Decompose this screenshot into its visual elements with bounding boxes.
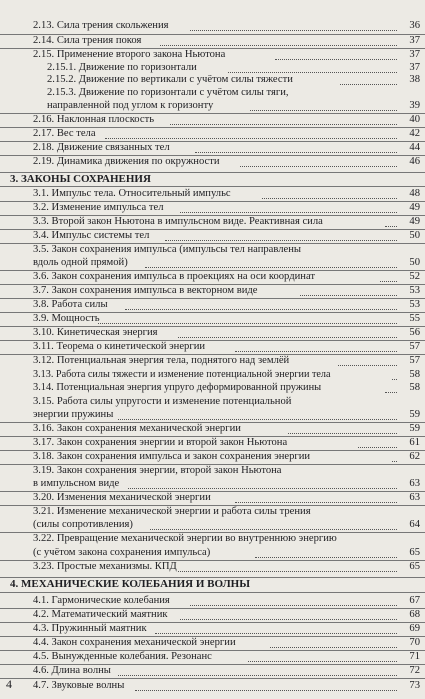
leader-dots [165,239,397,241]
leader-dots [118,674,397,676]
toc-entry-title: 2.15.1. Движение по горизонтали [47,62,197,73]
toc-entry-page: 70 [409,637,420,648]
toc-entry-page: 42 [409,128,420,139]
toc-entry [0,532,425,546]
leader-dots [340,83,397,85]
toc-entry-page: 37 [409,49,420,60]
toc-entry [0,284,425,298]
toc-entry-title-line2: (с учётом закона сохранения импульса) [33,547,211,558]
toc-entry-page: 55 [409,313,420,324]
toc-entry-title: 3.12. Потенциальная энергия тела, поднятого над землёй [33,355,290,366]
toc-entry-page: 57 [409,355,420,366]
toc-entry [0,113,425,127]
toc-entry-title: 3.15. Работа силы упругости и изменение потенциальной [33,396,292,407]
toc-entry-title: 3.14. Потенциальная энергия упруго деформированной пружины [33,382,322,393]
leader-dots [358,446,397,448]
toc-entry [0,491,425,505]
leader-dots [190,29,397,31]
toc-entry-page: 48 [409,188,420,199]
toc-entry-title: 2.18. Движение связанных тел [33,142,170,153]
leader-dots [190,604,397,606]
leader-dots [392,378,397,380]
toc-entry-page: 67 [409,595,420,606]
toc-entry [0,436,425,450]
toc-entry-title: 2.15.2. Движение по вертикали с учётом силы тяжести [47,74,293,85]
leader-dots [235,501,397,503]
toc-entry-title: 3.21. Изменение механической энергии и работа силы трения [33,506,311,517]
toc-entry-title: 4.4. Закон сохранения механической энергии [33,637,236,648]
leader-dots [288,432,397,434]
toc-entry-continuation [0,518,425,532]
toc-entry-title: 4.2. Математический маятник [33,609,168,620]
toc-entry-page: 53 [409,299,420,310]
toc-entry [0,19,425,33]
toc-entry [0,48,425,62]
leader-dots [338,364,397,366]
toc-entry [0,326,425,340]
toc-entry-page: 69 [409,623,420,634]
toc-entry-title: 3.7. Закон сохранения импульса в векторном виде [33,285,258,296]
toc-entry [0,422,425,436]
toc-entry [0,201,425,215]
toc-entry-page: 49 [409,216,420,227]
toc-entry-page: 68 [409,609,420,620]
toc-entry-page: 62 [409,451,420,462]
toc-entry-title: 3.5. Закон сохранения импульса (импульсы тел направлены [33,244,301,255]
toc-entry [0,505,425,519]
toc-entry-title: 2.14. Сила трения покоя [33,35,142,46]
leader-dots [275,58,397,60]
toc-entry-title: 3.19. Закон сохранения энергии, второй закон Ньютона [33,465,282,476]
toc-entry [0,622,425,636]
toc-entry-title: 2.15.3. Движение по горизонтали с учётом силы тяги, [47,87,289,98]
toc-entry-page: 40 [409,114,420,125]
toc-entry-title: 3.16. Закон сохранения механической энергии [33,423,241,434]
toc-entry-title: 4.3. Пружинный маятник [33,623,147,634]
toc-entry-title: 3.3. Второй закон Ньютона в импульсном виде. Реактивная сила [33,216,323,227]
leader-dots [380,280,397,282]
toc-entry [0,395,425,409]
leader-dots [255,556,397,558]
toc-entry-page: 65 [409,561,420,572]
toc-entry-title: 4.7. Звуковые волны [33,680,125,691]
toc-entry-page: 37 [409,62,420,73]
toc-entry-page: 49 [409,202,420,213]
toc-entry-title-line2: (силы сопротивления) [33,519,133,530]
leader-dots [155,632,397,634]
toc-entry-continuation [0,99,425,113]
row-divider [0,592,425,593]
toc-entry-title: 2.19. Динамика движения по окружности [33,156,220,167]
toc-entry-title: 2.16. Наклонная плоскость [33,114,155,125]
toc-entry-title: 3.6. Закон сохранения импульса в проекциях на оси координат [33,271,316,282]
toc-entry-title: 3.17. Закон сохранения энергии и второй закон Ньютона [33,437,288,448]
toc-entry-title: 3.23. Простые механизмы. КПД [33,561,177,572]
leader-dots [170,123,397,125]
leader-dots [135,689,397,691]
toc-entry-title: 2.13. Сила трения скольжения [33,20,169,31]
toc-entry-page: 73 [409,680,420,691]
toc-entry-page: 46 [409,156,420,167]
toc-entry-title: 3.10. Кинетическая энергия [33,327,158,338]
toc-entry-title: 3.11. Теорема о кинетической энергии [33,341,206,352]
leader-dots [125,308,397,310]
toc-entry [0,560,425,574]
toc-entry-page: 59 [409,409,420,420]
toc-entry [0,73,425,87]
toc-entry-continuation [0,256,425,270]
toc-entry-title: 3.4. Импульс системы тел [33,230,150,241]
toc-entry-continuation [0,477,425,491]
toc-entry-title: 2.15. Применение второго закона Ньютона [33,49,226,60]
toc-entry [0,229,425,243]
leader-dots [392,460,397,462]
leader-dots [105,137,397,139]
leader-dots [118,418,397,420]
toc-section-heading [0,172,425,186]
toc-entry [0,368,425,382]
toc-entry [0,450,425,464]
toc-entry-page: 57 [409,341,420,352]
toc-entry-title: 3.18. Закон сохранения импульса и закон сохранения энергии [33,451,311,462]
toc-entry-page: 39 [409,100,420,111]
toc-entry [0,155,425,169]
leader-dots [385,391,397,393]
toc-entry [0,86,425,100]
toc-entry-page: 36 [409,20,420,31]
toc-entry-title: 3.9. Мощность [33,313,100,324]
toc-entry-page: 61 [409,437,420,448]
toc-entry [0,312,425,326]
toc-entry-title-line2: вдоль одной прямой) [33,257,128,268]
leader-dots [150,528,397,530]
toc-entry-page: 59 [409,423,420,434]
toc-entry-title: 4.5. Вынужденные колебания. Резонанс [33,651,212,662]
leader-dots [248,660,397,662]
leader-dots [180,618,397,620]
toc-entry-page: 50 [409,230,420,241]
leader-dots [300,294,397,296]
toc-entry [0,594,425,608]
toc-entry-title: 4.1. Гармонические колебания [33,595,170,606]
toc-entry [0,215,425,229]
toc-entry-page: 72 [409,665,420,676]
leader-dots [235,350,397,352]
leader-dots [385,225,397,227]
toc-entry [0,298,425,312]
toc-entry-title: 3.2. Изменение импульса тел [33,202,164,213]
toc-entry-page: 44 [409,142,420,153]
toc-entry-title-line2: в импульсном виде [33,478,120,489]
toc-entry [0,270,425,284]
page-number: 4 [6,677,12,691]
toc-entry-title: 3.8. Работа силы [33,299,108,310]
toc-entry-page: 71 [409,651,420,662]
toc-entry-page: 65 [409,547,420,558]
toc-entry-title: 3.13. Работа силы тяжести и изменение потенциальной энергии тела [33,369,331,380]
toc-entry [0,664,425,678]
toc-entry [0,650,425,664]
toc-entry-page: 38 [409,74,420,85]
toc-entry-continuation [0,546,425,560]
leader-dots [195,151,397,153]
toc-entry-page: 58 [409,369,420,380]
section-title: 3. ЗАКОНЫ СОХРАНЕНИЯ [10,173,151,185]
toc-entry-page: 56 [409,327,420,338]
toc-entry-page: 63 [409,492,420,503]
leader-dots [178,336,397,338]
toc-entry [0,34,425,48]
toc-entry-page: 53 [409,285,420,296]
toc-entry [0,381,425,395]
toc-entry-page: 63 [409,478,420,489]
toc-entry-title: 2.17. Вес тела [33,128,96,139]
leader-dots [178,570,397,572]
toc-entry [0,354,425,368]
toc-entry-page: 50 [409,257,420,268]
toc-entry-page: 58 [409,382,420,393]
section-title: 4. МЕХАНИЧЕСКИЕ КОЛЕБАНИЯ И ВОЛНЫ [10,578,251,590]
toc-entry-continuation [0,408,425,422]
leader-dots [180,211,397,213]
toc-entry-title-line2: направленной под углом к горизонту [47,100,214,111]
leader-dots [262,197,397,199]
toc-entry [0,340,425,354]
toc-entry-page: 52 [409,271,420,282]
toc-entry-title: 3.20. Изменения механической энергии [33,492,211,503]
leader-dots [270,646,397,648]
leader-dots [240,165,397,167]
toc-entry [0,679,425,693]
toc-entry [0,243,425,257]
toc-entry [0,636,425,650]
toc-entry-title-line2: энергии пружины [33,409,114,420]
toc-entry-page: 37 [409,35,420,46]
toc-entry [0,187,425,201]
toc-section-heading [0,577,425,591]
leader-dots [98,322,397,324]
leader-dots [250,109,397,111]
toc-entry-page: 64 [409,519,420,530]
leader-dots [145,266,397,268]
leader-dots [128,487,397,489]
toc-entry [0,127,425,141]
toc-entry [0,141,425,155]
toc-entry [0,608,425,622]
toc-entry-title: 3.1. Импульс тела. Относительный импульс [33,188,231,199]
toc-entry-title: 3.22. Превращение механической энергии во внутреннюю энергию [33,533,337,544]
toc-entry-title: 4.6. Длина волны [33,665,111,676]
leader-dots [160,44,397,46]
toc-entry [0,464,425,478]
